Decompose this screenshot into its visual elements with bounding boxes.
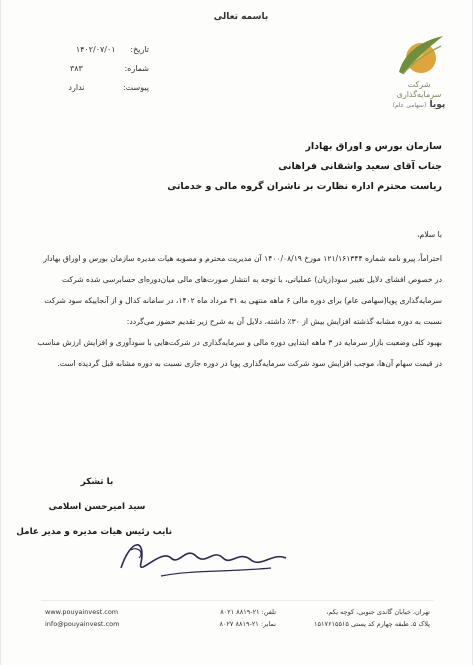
company-logo: [384, 32, 454, 114]
footer-address-line-1: تهران، خیابان گاندی جنوبی، کوچه یکم،: [326, 608, 430, 616]
meta-number-label: شماره:: [124, 64, 149, 73]
letter-meta: [49, 40, 149, 97]
footer-phones: [176, 606, 276, 630]
letter-footer: [1, 604, 473, 644]
meta-date-label: تاریخ:: [130, 45, 149, 54]
footer-phone: تلفن: ۲۱-۸۸۱۹ ۸۰۲۱: [220, 608, 276, 616]
meta-attachment-label: پیوست:: [122, 83, 149, 92]
logo-line-company: شرکت: [407, 80, 431, 89]
logo-name: [384, 100, 454, 111]
footer-address-line-2: پلاک ۵، طبقه چهارم کد پستی ۱۵۱۷۶۱۵۵۱۵: [314, 620, 430, 628]
meta-date-row: [49, 40, 149, 59]
pouya-logo-icon: [391, 32, 447, 78]
footer-email-link[interactable]: info@pouyainvest.com: [45, 620, 120, 628]
meta-number-value: ۳۸۳: [69, 64, 83, 73]
letter-body: [37, 224, 442, 374]
footer-address: [280, 606, 430, 630]
footer-fax: نمابر: ۲۱-۸۸۱۹ ۸۰۲۷: [219, 620, 276, 628]
logo-suffix: (سهامی عام): [392, 102, 427, 109]
footer-divider: [41, 600, 434, 601]
signoff-name: سید امیرحسن اسلامی: [48, 502, 146, 512]
footer-contact-web: [45, 606, 155, 630]
footer-website-link[interactable]: www.pouyainvest.com: [45, 608, 119, 616]
meta-date-value: ۱۴۰۲/۰۷/۰۱: [75, 45, 116, 54]
body-paragraph-2: بهبود کلی وضعیت بازار سرمایه در ۳ ماهه ابتدایی دوره مالی و سرمایه‌گذاری در شرکت‌هایی با سودآوری و افزایش ارزش مناسب در قیمت سهام آن‌ها، موجب افزایش سود شرکت سرمایه‌گذاری پویا در دوره جاری نسبت به دوره مشابه قبل گردیده است.: [37, 338, 442, 368]
addressee-title: ریاست محترم اداره نظارت بر ناشران گروه مالی و خدماتی: [167, 181, 442, 192]
meta-number-row: [49, 59, 149, 78]
logo-line-investment: سرمایه‌گذاری: [396, 90, 442, 99]
meta-attachment-row: [49, 78, 149, 97]
handwritten-signature: [101, 528, 301, 588]
body-paragraph-1: احتراماً، پیرو نامه شماره ۱۲۱/۱۶۱۳۴۴ مورخ ۱۴۰۰/۰۸/۱۹ آن مدیریت محترم و مصوبه هیات مدیره سازمان بورس و اوراق بهادار در خصوص افشای دلایل تغییر سود(زیان) عملیاتی، با توجه به انتشار صورت‌های مالی میان‌دوره‌ای حسابرسی شده شرکت سرمایه‌گذاری پویا(سهامی عام) برای دوره مالی ۶ ماهه منتهی به ۳۱ مرداد ماه ۱۴۰۲، در سامانه کدال و از آنجاییکه سود شرکت نسبت به دوره مشابه گذشته افزایش بیش از ۳۰٪ داشته، دلایل آن به شرح زیر تقدیم حضور می‌گردد:: [43, 254, 442, 326]
logo-brand: پویا: [429, 100, 446, 110]
greeting: با سلام،: [417, 230, 442, 239]
meta-attachment-value: ندارد: [68, 83, 85, 92]
addressee-block: [142, 137, 442, 197]
signoff-title: نایب رئیس هیات مدیره و مدیر عامل: [16, 527, 172, 537]
signoff-closing: با تشکر: [80, 477, 114, 487]
invocation-heading: باسمه تعالی: [213, 12, 269, 22]
addressee-person: جناب آقای سعید واشقانی فراهانی: [278, 161, 442, 172]
addressee-organization: سازمان بورس و اوراق بهادار: [305, 141, 442, 152]
